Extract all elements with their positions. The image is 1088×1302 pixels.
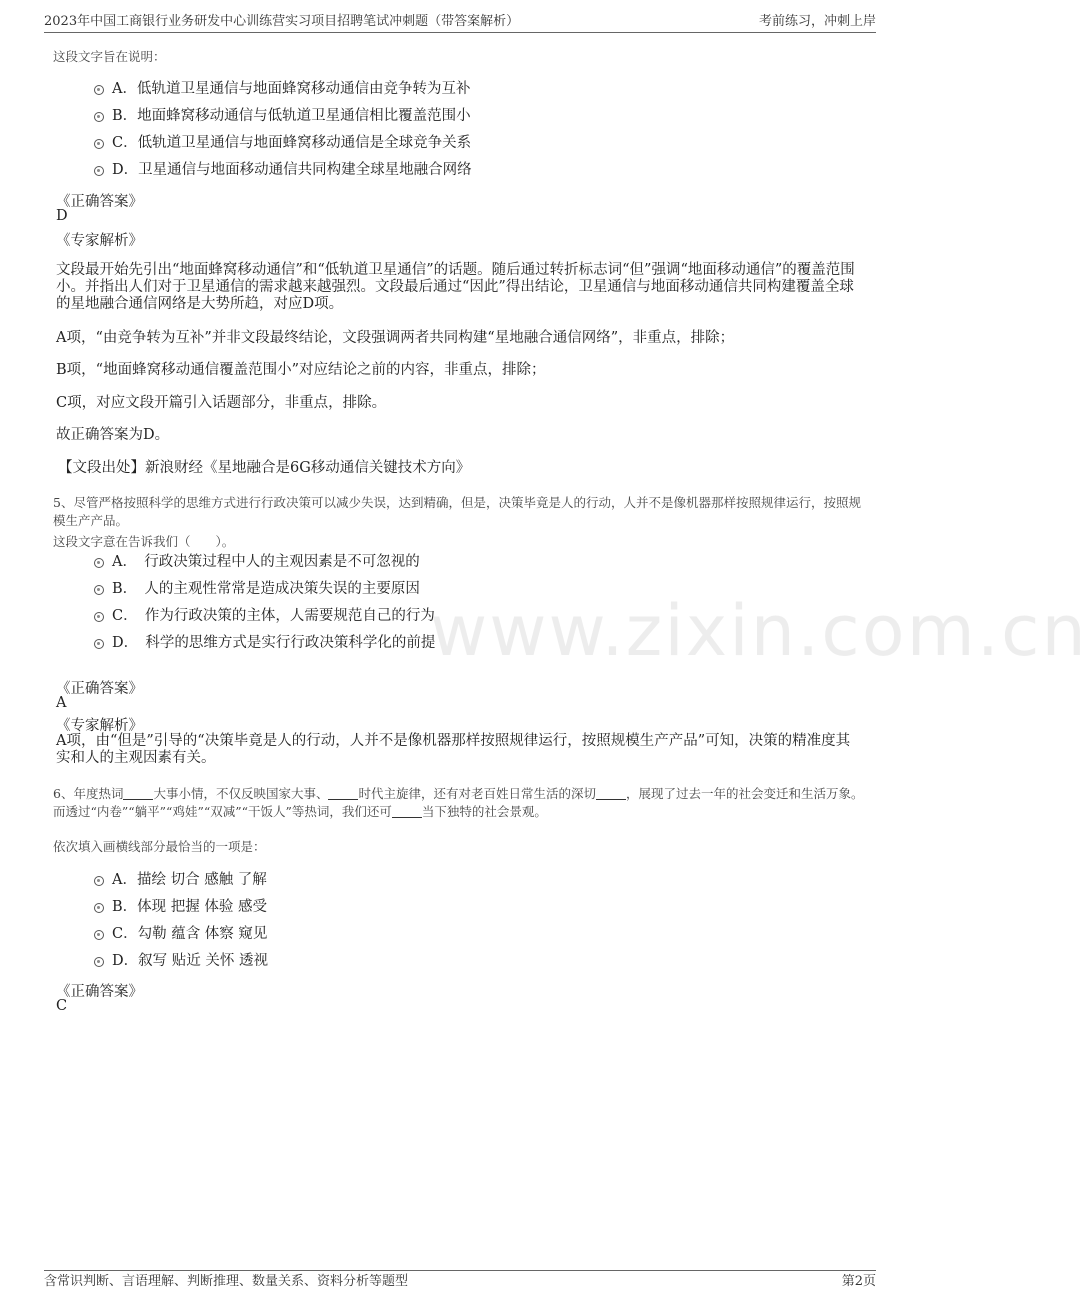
- header-title: 2023年中国工商银行业务研发中心训练营实习项目招聘笔试冲刺题（带答案解析）: [44, 14, 520, 29]
- q6-question: [53, 785, 873, 821]
- q5-analysis-label: 《专家解析》: [56, 718, 143, 734]
- q4-analysis-a: A项，“由竞争转为互补”并非文段最终结论，文段强调两者共同构建“星地融合通信网络”，非重点，排除；: [56, 330, 735, 346]
- fill-blank: [596, 787, 626, 800]
- q6-option-a[interactable]: [94, 871, 267, 889]
- watermark: www.zixin.com.cn: [430, 590, 1088, 672]
- q4-analysis-c: C项，对应文段开篇引入话题部分，非重点，排除。: [56, 395, 387, 411]
- q5-option-d[interactable]: [94, 634, 435, 652]
- radio-icon[interactable]: [94, 85, 104, 95]
- q5-question: 5、尽管严格按照科学的思维方式进行行政决策可以减少失误，达到精确，但是，决策毕竟是人的行动，人并不是像机器那样按照规律运行，按照规模生产产品。: [53, 495, 861, 528]
- q6-text-5: 当下独特的社会景观。: [421, 804, 547, 819]
- q4-option-d[interactable]: [94, 161, 472, 179]
- q6-text-3: 时代主旋律，还有对老百姓日常生活的深切: [358, 786, 596, 801]
- option-label: A．描绘 切合 感触 了解: [112, 872, 267, 888]
- radio-icon[interactable]: [94, 639, 104, 649]
- fill-blank: [392, 805, 422, 818]
- q6-option-d[interactable]: [94, 952, 268, 970]
- footer-topics: 含常识判断、言语理解、判断推理、数量关系、资料分析等题型: [44, 1274, 409, 1289]
- q5-option-a[interactable]: [94, 553, 420, 571]
- option-label: D． 科学的思维方式是实行行政决策科学化的前提: [112, 635, 436, 651]
- q4-option-c[interactable]: [94, 134, 471, 152]
- radio-icon[interactable]: [94, 876, 104, 886]
- q4-source: 【文段出处】新浪财经《星地融合是6G移动通信关键技术方向》: [58, 460, 471, 476]
- q5-option-c[interactable]: [94, 607, 435, 625]
- option-label: B．体现 把握 体验 感受: [112, 899, 267, 915]
- radio-icon[interactable]: [94, 930, 104, 940]
- q4-analysis-main: 文段最开始先引出“地面蜂窝移动通信”和“低轨道卫星通信”的话题。随后通过转折标志词“但”强调“地面移动通信”的覆盖范围小。并指出人们对于卫星通信的需求越来越强烈。文段最后通过“因此”得出结论，卫星通信与地面移动通信共同构建覆盖全球的星地融合通信网络是大势所趋，对应D项。: [56, 262, 855, 312]
- option-label: A． 行政决策过程中人的主观因素是不可忽视的: [112, 554, 420, 570]
- q5-answer: A: [56, 695, 67, 711]
- q4-answer-label: 《正确答案》: [56, 194, 143, 210]
- radio-icon[interactable]: [94, 112, 104, 122]
- q6-prompt: 依次填入画横线部分最恰当的一项是：: [53, 839, 266, 854]
- radio-icon[interactable]: [94, 558, 104, 568]
- page-number: 第2页: [841, 1274, 876, 1289]
- option-label: C． 作为行政决策的主体，人需要规范自己的行为: [112, 608, 435, 624]
- radio-icon[interactable]: [94, 957, 104, 967]
- q4-option-a[interactable]: [94, 80, 470, 98]
- fill-blank: [123, 787, 153, 800]
- q6-answer-label: 《正确答案》: [56, 984, 143, 1000]
- option-label: D．卫星通信与地面移动通信共同构建全球星地融合网络: [112, 162, 472, 178]
- radio-icon[interactable]: [94, 585, 104, 595]
- q4-analysis-conclusion: 故正确答案为D。: [56, 427, 170, 443]
- q4-option-b[interactable]: [94, 107, 471, 125]
- q4-analysis-label: 《专家解析》: [56, 233, 143, 249]
- q6-answer: C: [56, 998, 68, 1014]
- q6-option-c[interactable]: [94, 925, 267, 943]
- q6-text-1: 6、年度热词: [53, 786, 124, 801]
- option-label: B． 人的主观性常常是造成决策失误的主要原因: [112, 581, 420, 597]
- fill-blank: [328, 787, 358, 800]
- header-slogan: 考前练习，冲刺上岸: [758, 14, 876, 29]
- radio-icon[interactable]: [94, 139, 104, 149]
- radio-icon[interactable]: [94, 612, 104, 622]
- page-footer: [44, 1270, 876, 1291]
- q4-answer: D: [56, 208, 68, 224]
- q6-text-4: ，展现了过去一年的社会变迁和生活万象。而透过“内卷”“躺平”“鸡娃”“双减”“干饭人”等热词，我们还可: [53, 786, 864, 819]
- q6-option-b[interactable]: [94, 898, 267, 916]
- q5-analysis: A项，由“但是”引导的“决策毕竟是人的行动，人并不是像机器那样按照规律运行，按照规模生产产品”可知，决策的精准度其实和人的主观因素有关。: [56, 733, 851, 766]
- radio-icon[interactable]: [94, 903, 104, 913]
- q5-option-b[interactable]: [94, 580, 420, 598]
- option-label: D．叙写 贴近 关怀 透视: [112, 953, 268, 969]
- radio-icon[interactable]: [94, 166, 104, 176]
- option-label: A．低轨道卫星通信与地面蜂窝移动通信由竞争转为互补: [112, 81, 471, 97]
- q4-analysis-b: B项，“地面蜂窝移动通信覆盖范围小”对应结论之前的内容，非重点，排除；: [56, 362, 546, 378]
- q5-answer-label: 《正确答案》: [56, 681, 143, 697]
- option-label: B．地面蜂窝移动通信与低轨道卫星通信相比覆盖范围小: [112, 108, 471, 124]
- option-label: C．勾勒 蕴含 体察 窥见: [112, 926, 268, 942]
- q6-text-2: 大事小情，不仅反映国家大事、: [153, 786, 329, 801]
- option-label: C．低轨道卫星通信与地面蜂窝移动通信是全球竞争关系: [112, 135, 472, 151]
- q4-prompt: 这段文字旨在说明：: [53, 49, 166, 64]
- page-header: [44, 12, 876, 33]
- q5-prompt: 这段文字意在告诉我们（ ）。: [53, 534, 235, 549]
